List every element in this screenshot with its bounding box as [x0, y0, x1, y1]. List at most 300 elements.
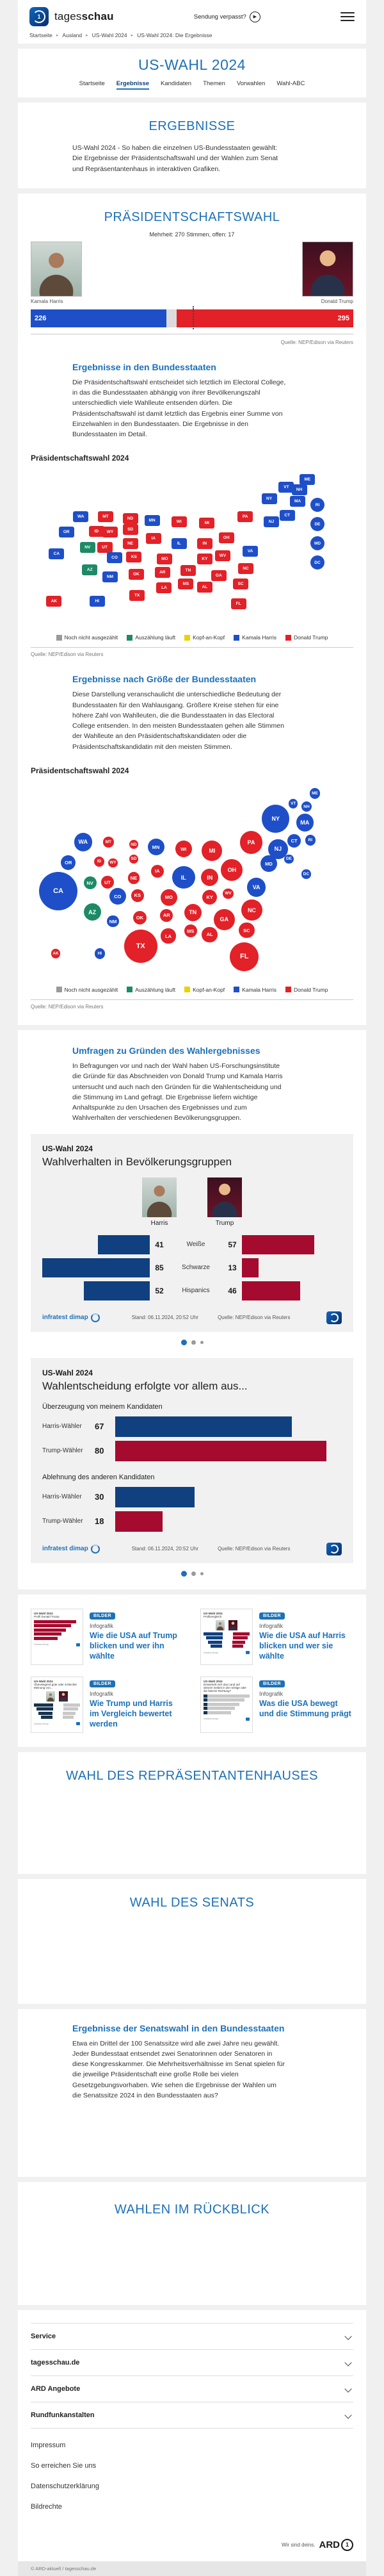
accordion-label: Service	[31, 2332, 56, 2340]
teaser-type: Infografik	[259, 1690, 284, 1697]
legend-swatch	[184, 635, 190, 641]
trump-column-label: Trump	[215, 1219, 234, 1227]
footer-link-impressum[interactable]: Impressum	[31, 2441, 66, 2449]
repraesentantenhaus-card	[18, 1752, 366, 1874]
teaser-item[interactable]	[200, 1677, 353, 1733]
bubble-state-wy[interactable]: WY	[108, 858, 117, 867]
legend-item	[127, 634, 175, 641]
sendung-verpasst-link[interactable]	[194, 12, 260, 22]
state-nm[interactable]: NM	[102, 571, 118, 582]
harris-bar	[84, 1281, 150, 1300]
state-ri[interactable]: RI	[310, 498, 324, 512]
bubble-state-pa[interactable]: PA	[240, 831, 263, 854]
thumb-title: Überwiegend gute oder schlechte Meinung von...	[34, 1682, 77, 1689]
thumb-provider: infratest dimap	[34, 1722, 49, 1725]
state-hi[interactable]: HI	[90, 596, 105, 607]
legend-item	[184, 987, 225, 993]
state-va[interactable]: VA	[243, 546, 258, 557]
tab-kandidaten[interactable]: Kandidaten	[161, 80, 192, 87]
tagesschau-logo-icon[interactable]	[29, 7, 49, 26]
legend-item	[234, 634, 276, 641]
bubble-state-ks[interactable]: KS	[131, 889, 144, 902]
votes-value: 226	[35, 314, 47, 322]
bubble-state-sd[interactable]: SD	[129, 855, 138, 864]
legend-item	[56, 987, 118, 993]
teaser-headline[interactable]: Was die USA bewegt und die Stimmung prägt	[259, 1698, 351, 1718]
state-la[interactable]: LA	[156, 582, 172, 593]
thumb-photos	[204, 1620, 250, 1630]
state-ne[interactable]: NE	[123, 538, 138, 549]
state-wy[interactable]: WY	[102, 527, 118, 537]
bubble-state-wi[interactable]: WI	[175, 841, 192, 857]
votes-value: 295	[337, 314, 349, 322]
legend-label: Auszählung läuft	[135, 634, 176, 641]
dimap-circle-icon	[91, 1545, 100, 1554]
teaser-grid	[18, 1595, 366, 1747]
state-id[interactable]: ID	[89, 526, 104, 537]
breadcrumb-item[interactable]: US-Wahl 2024	[92, 32, 127, 38]
rueckblick-card	[18, 2182, 366, 2305]
source-note: Quelle: NEP/Edison via Reuters	[31, 652, 104, 658]
thumb-kicker: US-Wahl 2024	[204, 1679, 223, 1683]
footer-accordions	[18, 2323, 366, 2429]
thumb-bar-left	[38, 1712, 52, 1715]
carousel-dots	[18, 1563, 366, 1579]
state-ak[interactable]: AK	[46, 596, 61, 607]
ergebnisse-heading: ERGEBNISSE	[148, 119, 236, 133]
legend-item	[285, 987, 328, 993]
bubble-state-ny[interactable]: NY	[262, 805, 289, 832]
bubble-state-wv[interactable]: WV	[223, 889, 233, 899]
footer-accordion-service[interactable]	[31, 2323, 353, 2349]
state-il[interactable]: IL	[172, 538, 187, 549]
bubble-state-ok[interactable]: OK	[133, 911, 147, 925]
bubble-state-wa[interactable]: WA	[74, 833, 92, 851]
footer-accordion-tagesschaude[interactable]	[31, 2349, 353, 2375]
state-fl[interactable]: FL	[231, 598, 246, 609]
teaser-text	[90, 1677, 184, 1733]
thumb-bar-right	[63, 1707, 78, 1710]
trump-bar	[242, 1235, 314, 1254]
praesidentschaftswahl-heading: PRÄSIDENTSCHAFTSWAHL	[104, 209, 280, 224]
legend-label: Kopf-an-Kopf	[193, 634, 225, 641]
bubble-state-sc[interactable]: SC	[239, 923, 255, 939]
tab-themen[interactable]: Themen	[203, 80, 225, 87]
infographic-footer	[42, 1311, 342, 1324]
groesse-text: Diese Darstellung veranschaulicht die unterschiedliche Bedeutung der Bundesstaaten für den Wahlausgang. Größere Kreise stehen für eine höhere Zahl von Wahlleuten, die die Bundesstaaten in das Electoral College entsenden. In den meisten Bundesstaaten gehen alle Stimmen der Wahlleute an den Präsidentschaftskandidaten oder die Präsidentschaftskandidatin mit den meisten Stimmen.	[72, 691, 284, 751]
tab-wahlabc[interactable]: Wahl-ABC	[276, 80, 305, 87]
legend-label: Kamala Harris	[242, 986, 277, 993]
bubble-state-in[interactable]: IN	[201, 869, 218, 886]
accordion-label: tagesschau.de	[31, 2358, 80, 2367]
bubble-state-ar[interactable]: AR	[160, 909, 173, 922]
state-ok[interactable]: OK	[129, 569, 144, 580]
thumb-photo	[46, 1691, 55, 1702]
thumb-row	[204, 1645, 250, 1648]
trump-bar	[242, 1258, 259, 1277]
thumb-bar-right	[63, 1712, 76, 1715]
decision-value: 18	[95, 1516, 104, 1527]
state-ct[interactable]: CT	[280, 510, 295, 521]
thumb-footer	[204, 1718, 250, 1721]
state-sc[interactable]: SC	[233, 578, 248, 589]
bubble-state-az[interactable]: AZ	[84, 903, 101, 921]
thumb-provider: infratest dimap	[204, 1718, 218, 1721]
bubble-state-ma[interactable]: MA	[296, 814, 314, 831]
trump-votes-segment	[177, 309, 353, 327]
state-ia[interactable]: IA	[146, 533, 161, 544]
demographics-row	[42, 1233, 342, 1256]
thumb-bar	[34, 1624, 71, 1627]
teaser-item[interactable]	[31, 1609, 184, 1665]
teaser-text	[90, 1609, 184, 1665]
bubble-state-ms[interactable]: MS	[184, 924, 197, 937]
state-wv[interactable]: WV	[215, 550, 230, 561]
decision-group-heading: Überzeugung von meinem Kandidaten	[42, 1402, 163, 1411]
state-mt[interactable]: MT	[98, 511, 113, 522]
trump-name: Donald Trump	[321, 298, 353, 304]
legend-swatch	[234, 635, 239, 641]
legend-item	[127, 987, 175, 993]
bubble-state-ca[interactable]: CA	[39, 872, 77, 910]
breadcrumb-item[interactable]: Startseite	[29, 32, 52, 38]
thumb-bar-left	[211, 1645, 222, 1648]
bubble-state-me[interactable]: ME	[310, 788, 320, 798]
ard-claim-row	[18, 2517, 366, 2561]
thumb-provider: infratest dimap	[34, 1643, 49, 1646]
voter-group-label: Harris-Wähler	[42, 1423, 82, 1431]
trump-bar	[242, 1281, 300, 1300]
state-pa[interactable]: PA	[237, 511, 253, 522]
chevron-down-icon	[344, 2385, 351, 2392]
bubble-state-il[interactable]: IL	[172, 866, 195, 889]
thumb-row	[204, 1632, 250, 1636]
bubble-state-ak[interactable]: AK	[51, 949, 60, 958]
state-al[interactable]: AL	[197, 582, 212, 593]
state-md[interactable]: MD	[310, 536, 324, 550]
ard-one-icon: 1	[341, 2539, 353, 2551]
thumb-footer	[204, 1651, 250, 1654]
ard-logo-icon	[326, 1543, 342, 1555]
header-bar	[18, 3, 366, 31]
state-az[interactable]: AZ	[82, 564, 97, 575]
legend-label: Noch nicht ausgezählt	[64, 634, 118, 641]
open-votes-segment	[166, 309, 177, 327]
infographic-title: Wahlverhalten in Bevölkerungsgruppen	[42, 1155, 232, 1168]
state-nj[interactable]: NJ	[264, 516, 279, 527]
thumb-bar	[34, 1637, 58, 1640]
rueckblick-heading: WAHLEN IM RÜCKBLICK	[114, 2202, 270, 2217]
teaser-item[interactable]	[31, 1677, 184, 1733]
state-ut[interactable]: UT	[97, 542, 113, 553]
bubble-state-ct[interactable]: CT	[287, 834, 301, 848]
thumb-kicker: US-Wahl 2024	[34, 1611, 53, 1615]
group-label: Schwarze	[182, 1264, 210, 1272]
state-mn[interactable]: MN	[145, 515, 160, 526]
state-nd[interactable]: ND	[123, 513, 138, 524]
legend-label: Kopf-an-Kopf	[193, 986, 225, 993]
header-card	[18, 0, 366, 44]
bubble-state-nm[interactable]: NM	[107, 915, 118, 927]
harris-column-label: Harris	[150, 1219, 168, 1227]
play-icon[interactable]: ▶	[250, 12, 260, 22]
decision-value: 80	[95, 1446, 104, 1456]
bubble-state-co[interactable]: CO	[109, 888, 126, 905]
state-co[interactable]: CO	[107, 552, 122, 563]
legend-item	[285, 634, 328, 641]
senatswahl-card	[18, 2009, 366, 2177]
source-note: Quelle: NEP/Edison via Reuters	[218, 1546, 291, 1552]
bubble-state-mo[interactable]: MO	[161, 889, 177, 906]
legend-item	[56, 634, 118, 641]
thumb-bar	[204, 1711, 231, 1714]
thumb-title: Profil Donald Trump	[34, 1614, 60, 1618]
state-wa[interactable]: WA	[73, 511, 88, 522]
bubble-state-vt[interactable]: VT	[289, 799, 298, 808]
bilder-badge: BILDER	[90, 1680, 115, 1687]
tab-vorwahlen[interactable]: Vorwahlen	[236, 80, 266, 87]
bubble-chart-kicker: Präsidentschaftswahl 2024	[31, 766, 129, 775]
bubble-state-nj[interactable]: NJ	[268, 839, 288, 859]
source-note: Quelle: NEP/Edison via Reuters	[218, 1315, 291, 1321]
teaser-type: Infografik	[90, 1622, 114, 1629]
tab-startseite[interactable]: Startseite	[79, 80, 105, 87]
state-tx[interactable]: TX	[129, 590, 145, 601]
legend-swatch	[285, 987, 291, 992]
harris-value: 52	[155, 1286, 164, 1295]
state-ma[interactable]: MA	[290, 496, 305, 507]
state-nc[interactable]: NC	[238, 563, 253, 574]
umfragen-card	[18, 1030, 366, 1589]
thumb-bar-left	[34, 1703, 53, 1707]
carousel-dots	[18, 1332, 366, 1348]
umfragen-heading[interactable]: Umfragen zu Gründen des Wahlergebnisses	[72, 1045, 260, 1056]
breadcrumb-separator-icon: ▸	[131, 33, 134, 38]
teaser-thumbnail	[200, 1677, 253, 1733]
bubble-state-ne[interactable]: NE	[128, 872, 140, 883]
thumb-row	[34, 1703, 80, 1707]
harris-value: 85	[155, 1263, 164, 1272]
group-label: Weiße	[186, 1241, 205, 1249]
harris-thumb-photo	[142, 1177, 177, 1217]
thumb-bar-left	[41, 1716, 52, 1719]
teaser-type: Infografik	[259, 1622, 284, 1629]
state-mi[interactable]: MI	[199, 518, 214, 529]
infographic-footer	[42, 1543, 342, 1555]
trump-value: 13	[228, 1263, 237, 1272]
teaser-headline[interactable]: Wie die USA auf Trump blicken und wer ihn wählte	[90, 1630, 177, 1661]
bubble-state-mi[interactable]: MI	[202, 841, 222, 861]
thumb-bar	[34, 1632, 61, 1636]
carousel-dot[interactable]	[181, 1340, 187, 1345]
state-wi[interactable]: WI	[172, 516, 187, 527]
teaser-text	[259, 1609, 353, 1665]
bubble-state-la[interactable]: LA	[161, 928, 175, 943]
state-ny[interactable]: NY	[262, 493, 277, 504]
hamburger-menu-icon[interactable]	[340, 12, 355, 21]
decision-row	[42, 1415, 342, 1439]
thumb-title: Profilvergleich	[204, 1614, 222, 1618]
bubble-state-de[interactable]: DE	[284, 855, 293, 864]
thumb-photos	[34, 1691, 80, 1702]
thumb-bar-left	[206, 1636, 223, 1639]
infographic-kicker: US-Wahl 2024	[42, 1144, 93, 1153]
voter-group-label: Trump-Wähler	[42, 1518, 83, 1525]
footer-card	[18, 2310, 366, 2576]
title-card	[18, 49, 366, 97]
bubble-state-mn[interactable]: MN	[148, 839, 164, 855]
candidate-trump	[302, 242, 353, 304]
bubble-state-mt[interactable]: MT	[103, 837, 113, 847]
ard-footer-logo: ARD 1	[319, 2539, 354, 2551]
carousel-dot[interactable]	[200, 1341, 204, 1344]
bubble-state-nh[interactable]: NH	[301, 801, 312, 812]
thumb-photo	[59, 1691, 68, 1702]
bundesstaaten-heading[interactable]: Ergebnisse in den Bundesstaaten	[72, 361, 216, 372]
map-chart-kicker: Präsidentschaftswahl 2024	[31, 454, 129, 463]
teaser-headline[interactable]: Wie die USA auf Harris blicken und wer sie wählte	[259, 1630, 346, 1661]
state-nh[interactable]: NH	[292, 484, 307, 495]
page-title: US-WAHL 2024	[138, 56, 246, 73]
state-or[interactable]: OR	[59, 527, 74, 537]
state-ks[interactable]: KS	[126, 552, 141, 562]
state-me[interactable]: ME	[300, 474, 315, 485]
legend-swatch	[127, 635, 132, 641]
senatswahl-heading[interactable]: Ergebnisse der Senatswahl in den Bundesstaaten	[72, 2022, 285, 2033]
state-de[interactable]: DE	[310, 517, 324, 531]
state-tn[interactable]: TN	[180, 565, 196, 576]
footer-link-soerreichensieuns[interactable]: So erreichen Sie uns	[31, 2461, 97, 2470]
infographic-wahlentscheidung	[31, 1358, 353, 1563]
state-dc[interactable]: DC	[310, 555, 324, 570]
legend-swatch	[56, 635, 62, 641]
harris-name: Kamala Harris	[31, 298, 63, 304]
decision-groups	[42, 1403, 342, 1534]
footer-link-bildrechte[interactable]: Bildrechte	[31, 2502, 62, 2511]
state-ca[interactable]: CA	[49, 548, 64, 559]
bubble-state-al[interactable]: AL	[202, 927, 218, 943]
trump-photo	[302, 242, 353, 297]
bubble-state-tn[interactable]: TN	[184, 904, 202, 921]
carousel-dot[interactable]	[181, 1571, 187, 1577]
thumb-kicker: US-Wahl 2024	[34, 1679, 53, 1683]
state-vt[interactable]: VT	[278, 482, 294, 493]
footer-link-datenschutzerklrung[interactable]: Datenschutzerklärung	[31, 2482, 100, 2490]
state-mo[interactable]: MO	[157, 554, 172, 564]
chevron-down-icon	[344, 2411, 351, 2418]
state-sd[interactable]: SD	[123, 524, 138, 535]
teaser-thumbnail	[31, 1609, 83, 1665]
bubble-state-ri[interactable]: RI	[305, 835, 316, 845]
thumb-photo	[216, 1620, 225, 1630]
bubble-state-or[interactable]: OR	[61, 855, 76, 870]
bilder-badge: BILDER	[259, 1612, 285, 1620]
bubble-state-fl[interactable]: FL	[230, 942, 259, 971]
senat-heading: WAHL DES SENATS	[129, 1895, 255, 1910]
bubble-state-id[interactable]: ID	[94, 857, 104, 867]
teaser-item[interactable]	[200, 1609, 353, 1665]
harris-bar	[42, 1258, 150, 1277]
groesse-heading[interactable]: Ergebnisse nach Größe der Bundesstaaten	[72, 674, 257, 685]
thumb-bar	[204, 1703, 239, 1706]
footer-links	[31, 2435, 353, 2517]
harris-photo	[31, 242, 82, 297]
decision-bar	[115, 1487, 195, 1507]
thumb-bar-right	[63, 1716, 74, 1719]
bubble-state-ia[interactable]: IA	[151, 865, 164, 878]
thumb-bar	[204, 1698, 244, 1702]
accordion-label: Rundfunkanstalten	[31, 2411, 95, 2419]
trump-value: 57	[228, 1240, 237, 1249]
state-ky[interactable]: KY	[197, 554, 212, 564]
bubble-state-ky[interactable]: KY	[202, 890, 217, 905]
thumb-footer	[34, 1722, 80, 1725]
thumb-bar-right	[232, 1645, 243, 1648]
brand-wordmark[interactable]: tagesschau	[54, 10, 114, 22]
state-oh[interactable]: OH	[219, 532, 234, 543]
bubble-state-va[interactable]: VA	[247, 878, 266, 897]
carousel-dot[interactable]	[200, 1572, 204, 1575]
bubble-state-nd[interactable]: ND	[129, 840, 138, 849]
candidate-harris	[31, 242, 82, 304]
state-in[interactable]: IN	[197, 538, 212, 549]
bubble-state-dc[interactable]: DC	[301, 869, 310, 878]
state-ga[interactable]: GA	[211, 570, 227, 581]
state-ar[interactable]: AR	[155, 567, 170, 578]
carousel-dot[interactable]	[191, 1340, 196, 1345]
tab-ergebnisse[interactable]: Ergebnisse	[116, 80, 149, 90]
ergebnisse-intro: US-Wahl 2024 - So haben die einzelnen US-Bundesstaaten gewählt: Die Ergebnisse der Präsidentschaftswahl und der Wahlen zum Senat und Repräsentantenhaus in interaktiven Grafiken.	[72, 144, 278, 173]
chevron-down-icon	[344, 2359, 351, 2366]
legend-swatch	[234, 987, 239, 992]
bubble-state-tx[interactable]: TX	[124, 930, 157, 963]
state-ms[interactable]: MS	[178, 578, 193, 589]
senatswahl-text: Etwa ein Drittel der 100 Senatssitze wird alle zwei Jahre neu gewählt. Jeder Bundesstaat entsendet zwei Senatorinnen oder Senatoren in diese Kongresskammer. Die Mehrheitsverhältnisse im Senat spielen für die jeweilige Präsidentschaft eine große Rolle bei vielen Gesetzgebungsvorhaben. Wie sehen die Ergebnisse der Wahlen um die Senatssitze 2024 in den Bundesstaaten aus?	[72, 2039, 285, 2099]
bubble-state-ut[interactable]: UT	[101, 876, 114, 889]
teaser-thumbnail	[31, 1677, 83, 1733]
bubble-state-hi[interactable]: HI	[95, 948, 105, 958]
bubble-state-ga[interactable]: GA	[214, 909, 235, 930]
teaser-card	[18, 1595, 366, 1747]
sendung-verpasst-label: Sendung verpasst?	[193, 13, 246, 21]
legend-swatch	[184, 987, 190, 992]
footer-accordion-rundfunkanstalten[interactable]	[31, 2402, 353, 2429]
teaser-headline[interactable]: Wie Trump und Harris im Vergleich bewertet werden	[90, 1698, 173, 1729]
demographics-row	[42, 1256, 342, 1279]
carousel-dot[interactable]	[191, 1571, 196, 1576]
footer-accordion-ardangebote[interactable]	[31, 2375, 353, 2402]
bilder-badge: BILDER	[259, 1680, 285, 1687]
thumb-ard-icon	[76, 1722, 80, 1725]
decision-row	[42, 1485, 342, 1509]
bubble-state-nc[interactable]: NC	[241, 899, 262, 921]
source-note: Quelle: NEP/Edison via Reuters	[31, 1003, 104, 1010]
thumb-bar	[204, 1694, 250, 1698]
thumb-footer	[34, 1643, 80, 1646]
copyright-strip: © ARD-aktuell / tagesschau.de	[18, 2561, 366, 2576]
legend-label: Noch nicht ausgezählt	[64, 986, 118, 993]
breadcrumb-item[interactable]: Ausland	[62, 32, 83, 38]
bubble-state-oh[interactable]: OH	[221, 859, 243, 881]
thumb-ard-icon	[246, 1651, 250, 1654]
bubble-state-nv[interactable]: NV	[84, 876, 97, 889]
bubble-state-md[interactable]: MD	[260, 855, 277, 872]
harris-value: 41	[155, 1240, 164, 1249]
repraesentantenhaus-heading: WAHL DES REPRÄSENTANTENHAUSES	[66, 1768, 318, 1783]
thumb-kicker: US-Wahl 2024	[204, 1611, 223, 1615]
dimap-circle-icon	[91, 1313, 100, 1322]
state-nv[interactable]: NV	[80, 542, 95, 553]
